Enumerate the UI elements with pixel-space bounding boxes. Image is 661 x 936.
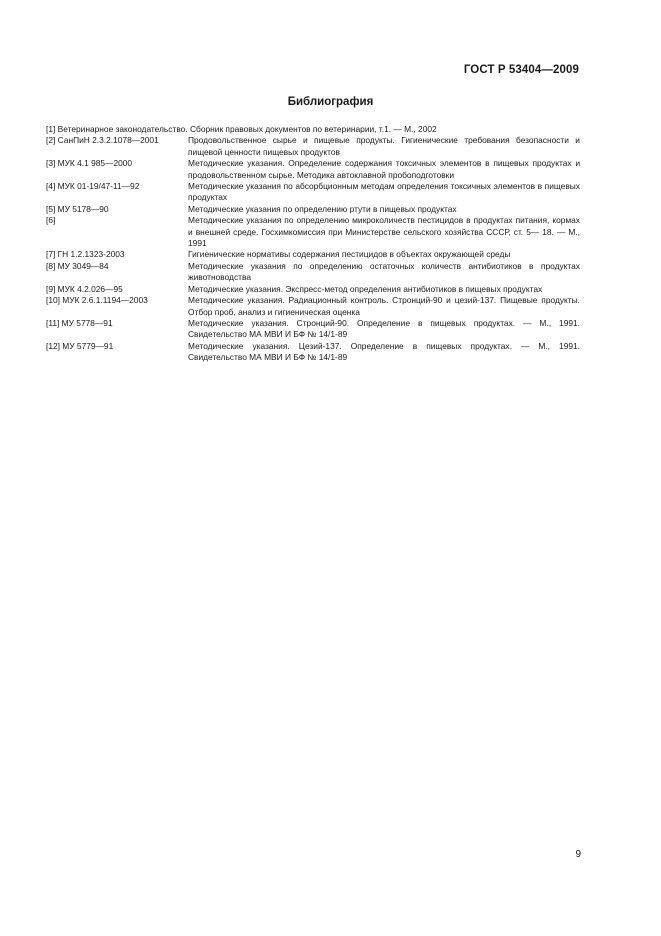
bibliography-entry <box>46 135 580 158</box>
entry-title: Методические указания по определению ртути в пищевых продуктах <box>188 203 457 214</box>
bibliography-entry <box>46 284 580 295</box>
entry-title: Методические указания. Экспресс-метод определения антибиотиков в пищевых продуктах <box>188 283 543 294</box>
entry-title: Ветеринарное законодательство. Сборник правовых документов по ветеринарии, т.1. — М., 2002 <box>57 124 437 134</box>
entry-reference-code: [7] ГН 1.2.1323-2003 <box>46 249 125 260</box>
bibliography-entry <box>46 204 580 215</box>
entry-title: Методические указания. Цезий-137. Определение в пищевых продуктах. — М., 1991. Свидетельство МА МВИ И БФ № 14/1-89 <box>188 340 580 363</box>
bibliography-entry <box>46 261 580 284</box>
entry-reference-code: [9] МУК 4.2.026—95 <box>46 283 123 294</box>
bibliography-entry <box>46 318 580 341</box>
entry-title: Методические указания. Радиационный контроль. Стронций-90 и цезий-137. Пищевые продукты. Отбор проб, анализ и гигиеническая оценка <box>188 295 580 317</box>
entry-reference-code: [11] МУ 5778—91 <box>46 317 113 328</box>
entry-title: Методические указания по определению остаточных количеств антибиотиков в продуктах животноводства <box>188 260 580 283</box>
bibliography-entry <box>46 158 580 181</box>
entry-reference-code: [8] МУ 3049—84 <box>46 260 109 271</box>
entry-title: Продовольственное сырье и пищевые продукты. Гигиенические требования безопасности и пищевой ценности пищевых продуктов <box>188 135 580 157</box>
entry-reference-code: [6] <box>46 215 56 226</box>
bibliography-entry <box>46 341 580 364</box>
bibliography-entry <box>46 124 580 135</box>
standard-number: ГОСТ Р 53404—2009 <box>463 64 579 76</box>
entry-reference-code: [1] <box>46 124 58 134</box>
bibliography-entry <box>46 295 580 318</box>
bibliography-entry <box>46 181 580 204</box>
entry-reference-code: [12] МУ 5779—91 <box>46 340 114 351</box>
bibliography-list <box>46 124 580 364</box>
entry-title: Методические указания по определению микроколичеств пестицидов в продуктах питания, кормах и внешней среде. Госхимкомиссия при Министерстве сельского хозяйства СССР, ст. 5— 18. — М., 1991 <box>188 215 580 249</box>
page-number: 9 <box>575 849 581 860</box>
entry-reference-code: [4] МУК 01-19/47-11—92 <box>46 181 140 192</box>
entry-title: Гигиенические нормативы содержания пестицидов в объектах окружающей среды <box>188 249 511 260</box>
entry-reference-code: [10] МУК 2.6.1.1194—2003 <box>46 295 148 306</box>
entry-reference-code: [5] МУ 5178—90 <box>46 203 109 214</box>
entry-reference-code: [3] МУК 4.1 985—2000 <box>46 158 133 169</box>
entry-title: Методические указания. Определение содержания токсичных элементов в пищевых продуктах и продовольственном сырье. Методика автоклавной пробоподготовки <box>188 158 580 180</box>
bibliography-entry <box>46 215 580 249</box>
bibliography-title: Библиография <box>287 96 374 108</box>
bibliography-entry <box>46 249 580 260</box>
entry-title: Методические указания. Стронций-90. Определение в пищевых продуктах. — М., 1991. Свидетельство МА МВИ И БФ № 14/1-89 <box>188 317 580 340</box>
entry-title: Методические указания по абсорбционным методам определения токсичных элементов в пищевых продуктах <box>188 181 580 203</box>
entry-reference-code: [2] СанПиН 2.3.2.1078—2001 <box>46 135 159 146</box>
